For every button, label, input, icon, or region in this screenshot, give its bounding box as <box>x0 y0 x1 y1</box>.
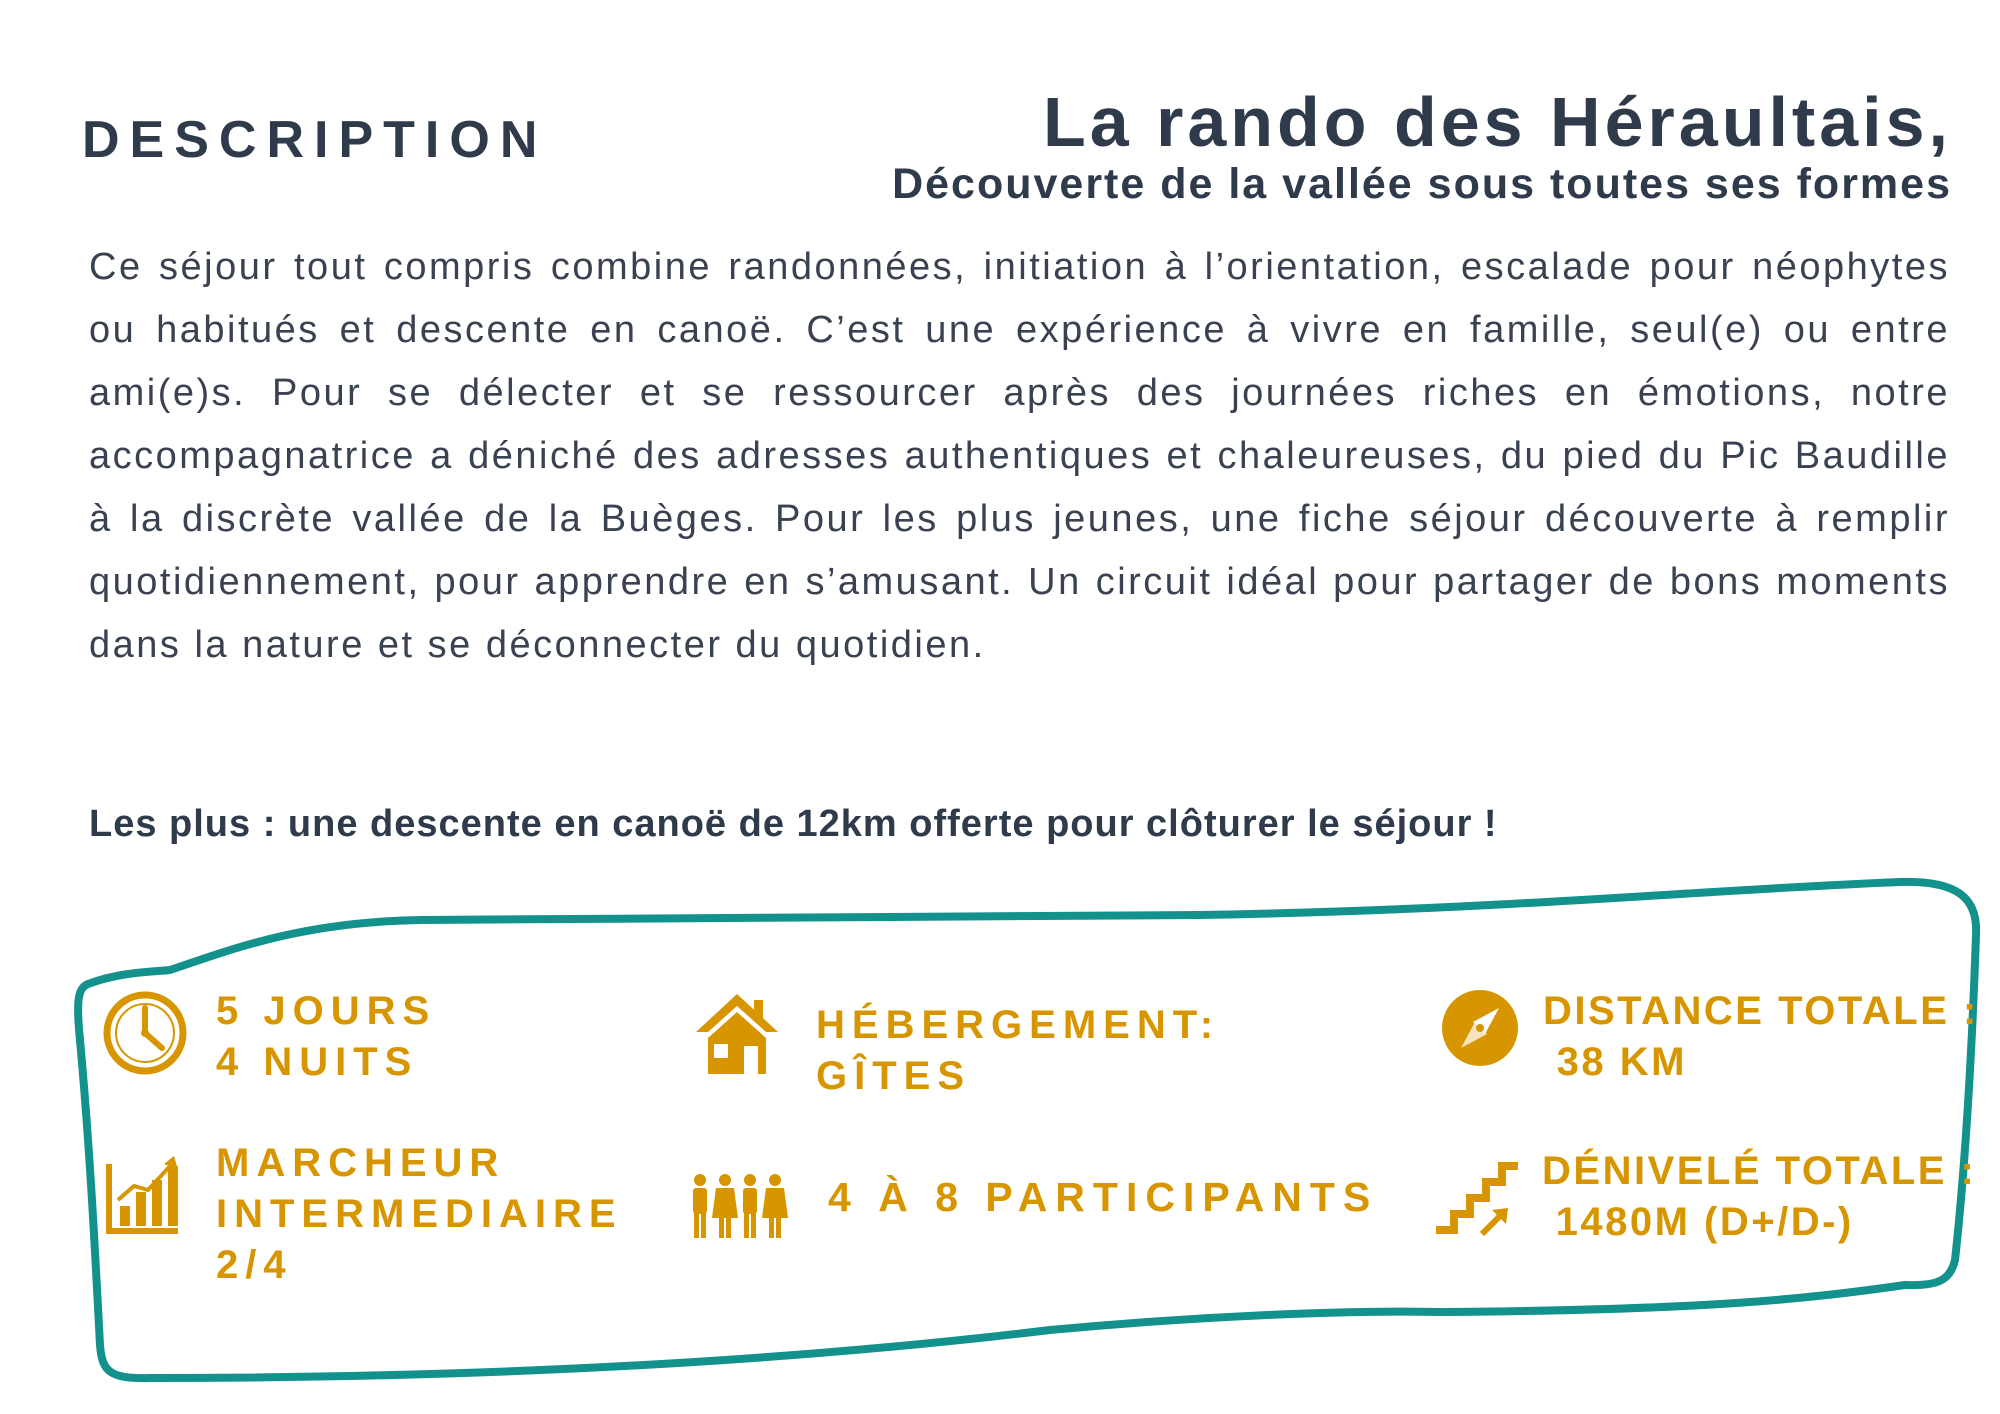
level-line3: 2/4 <box>216 1243 293 1287</box>
feature-participants <box>688 1172 1378 1242</box>
section-label: DESCRIPTION <box>82 111 548 169</box>
feature-level <box>100 1141 623 1291</box>
level-line1: MARCHEUR <box>216 1141 506 1185</box>
stairs-icon <box>1432 1150 1522 1240</box>
compass-icon <box>1435 988 1525 1078</box>
duration-days: 5 JOURS <box>216 989 437 1033</box>
feature-elevation <box>1432 1150 1976 1248</box>
feature-lodging <box>692 988 1220 1102</box>
bar-chart-icon <box>100 1150 190 1240</box>
elevation-text <box>1542 1146 1976 1248</box>
participants-text <box>828 1172 1378 1223</box>
feature-duration <box>100 988 436 1088</box>
people-icon <box>688 1172 788 1242</box>
distance-value: 38 KM <box>1543 1040 1687 1084</box>
elevation-label: DÉNIVELÉ TOTALE : <box>1542 1149 1977 1193</box>
highlight-text: Les plus : une descente en canoë de 12km offerte pour clôturer le séjour ! <box>89 803 1498 845</box>
feature-distance <box>1435 988 1979 1088</box>
duration-nights: 4 NUITS <box>216 1040 419 1084</box>
lodging-label: HÉBERGEMENT: <box>816 1003 1221 1047</box>
lodging-text <box>816 1000 1220 1102</box>
level-line2: INTERMEDIAIRE <box>216 1192 623 1236</box>
clock-icon <box>100 988 190 1078</box>
description-paragraph: Ce séjour tout compris combine randonnées, initiation à l’orientation, escalade pour néophytes ou habitués et descente en canoë. C’est une expérience à vivre en famille, seul(e) ou entre ami(e)s. Pour se délecter et se ressourcer après des journées riches en émotions, notre accompagnatrice a déniché des adresses authentiques et chaleureuses, du pied du Pic Baudille à la discrète vallée de la Buèges. Pour les plus jeunes, une fiche séjour découverte à remplir quotidiennement, pour apprendre en s’amusant. Un circuit idéal pour partager de bons moments dans la nature et se déconnecter du quotidien. <box>89 246 1950 666</box>
distance-text <box>1543 986 1979 1088</box>
house-icon <box>692 988 782 1078</box>
duration-text <box>216 986 436 1088</box>
level-text <box>216 1138 623 1291</box>
elevation-value: 1480M (D+/D-) <box>1542 1200 1854 1244</box>
distance-label: DISTANCE TOTALE : <box>1543 989 1979 1033</box>
page-subtitle: Découverte de la vallée sous toutes ses formes <box>892 160 1952 208</box>
lodging-value: GÎTES <box>816 1054 972 1098</box>
page-title: La rando des Héraultais, <box>1042 83 1952 161</box>
participants-value: 4 À 8 PARTICIPANTS <box>828 1174 1379 1220</box>
